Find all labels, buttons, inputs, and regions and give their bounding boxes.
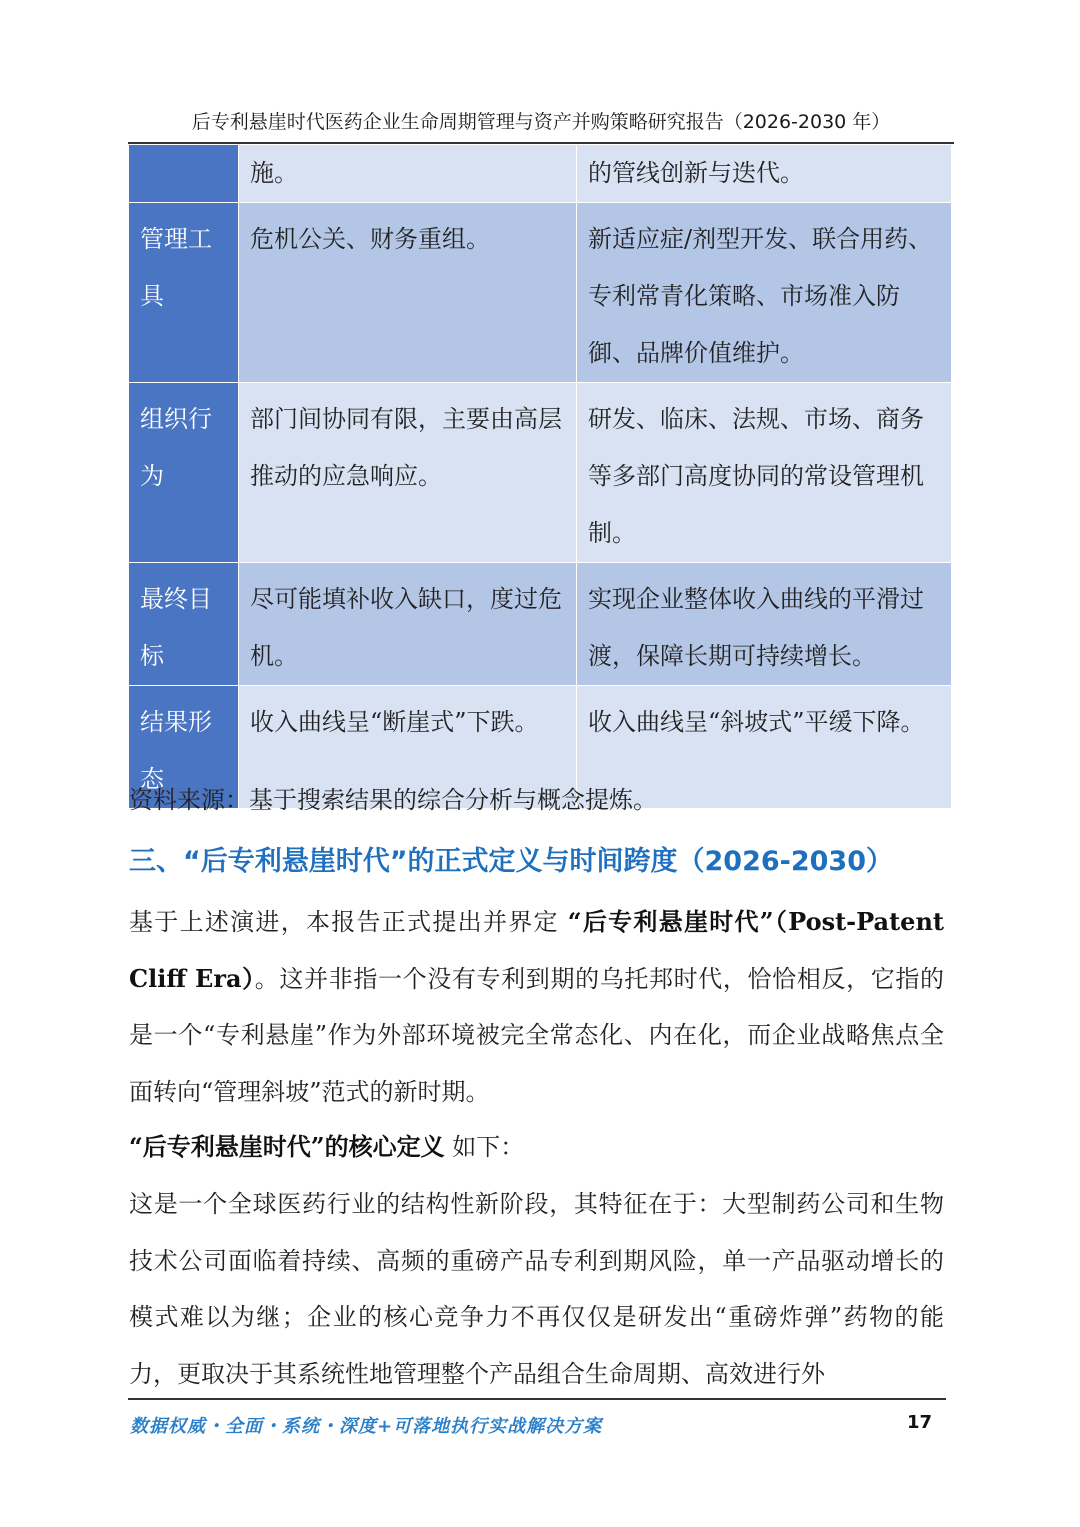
table-cell-traditional: 部门间协同有限，主要由高层推动的应急响应。 — [239, 383, 577, 563]
table-cell-lifecycle: 研发、临床、法规、市场、商务等多部门高度协同的常设管理机制。 — [577, 383, 952, 563]
page-footer — [128, 1398, 946, 1442]
table-cell-traditional: 收入曲线呈“断崖式”下跌。 — [239, 686, 577, 809]
table-row — [129, 383, 952, 563]
core-definition-paragraph: 这是一个全球医药行业的结构性新阶段，其特征在于：大型制药公司和生物技术公司面临着持续、高频的重磅产品专利到期风险，单一产品驱动增长的模式难以为继；企业的核心竞争力不再仅仅是研发出“重磅炸弹”药物的能力，更取决于其系统性地管理整个产品组合生命周期、高效进行外 — [129, 1190, 944, 1388]
definition-paragraph — [129, 894, 944, 1120]
table-category-cell: 组织行为 — [129, 383, 239, 563]
paragraph-text: 如下： — [444, 1133, 525, 1161]
source-note: 资料来源：基于搜索结果的综合分析与概念提炼。 — [129, 786, 657, 814]
table-cell-lifecycle: 新适应症/剂型开发、联合用药、专利常青化策略、市场准入防御、品牌价值维护。 — [577, 203, 952, 383]
footer-slogan: 数据权威・全面・系统・深度+可落地执行实战解决方案 — [130, 1416, 603, 1437]
table-category-cell: 结果形态 — [129, 686, 239, 809]
core-definition-term: “后专利悬崖时代”的核心定义 — [129, 1132, 445, 1161]
table-category-cell: 管理工具 — [129, 203, 239, 383]
table-category-cell — [129, 145, 239, 203]
paragraph-text: 。这并非指一个没有专利到期的乌托邦时代，恰恰相反，它指的是一个“专利悬崖”作为外部环境被完全常态化、内在化，而企业战略焦点全面转向“管理斜坡”范式的新时期。 — [129, 964, 944, 1106]
table-cell-traditional: 危机公关、财务重组。 — [239, 203, 577, 383]
table-category-cell: 最终目标 — [129, 563, 239, 686]
table-cell-lifecycle: 的管线创新与迭代。 — [577, 145, 952, 203]
table-cell-traditional: 尽可能填补收入缺口，度过危机。 — [239, 563, 577, 686]
era-term: “后专利悬崖时代”（Post-Patent Cliff Era） — [129, 907, 944, 993]
table-row — [129, 563, 952, 686]
table-row — [129, 203, 952, 383]
table-cell-traditional: 施。 — [239, 145, 577, 203]
paragraph-text: 基于上述演进，本报告正式提出并界定 — [129, 908, 568, 936]
table-row — [129, 145, 952, 203]
comparison-table — [128, 144, 952, 809]
page-header — [128, 108, 954, 144]
table-cell-lifecycle: 收入曲线呈“斜坡式”平缓下降。 — [577, 686, 952, 809]
core-definition-lead — [129, 1119, 944, 1176]
page-number: 17 — [906, 1412, 932, 1433]
table-cell-lifecycle: 实现企业整体收入曲线的平滑过渡，保障长期可持续增长。 — [577, 563, 952, 686]
report-title: 后专利悬崖时代医药企业生命周期管理与资产并购策略研究报告（2026-2030 年） — [191, 111, 891, 133]
section-heading: 三、“后专利悬崖时代”的正式定义与时间跨度（2026-2030） — [129, 846, 893, 877]
